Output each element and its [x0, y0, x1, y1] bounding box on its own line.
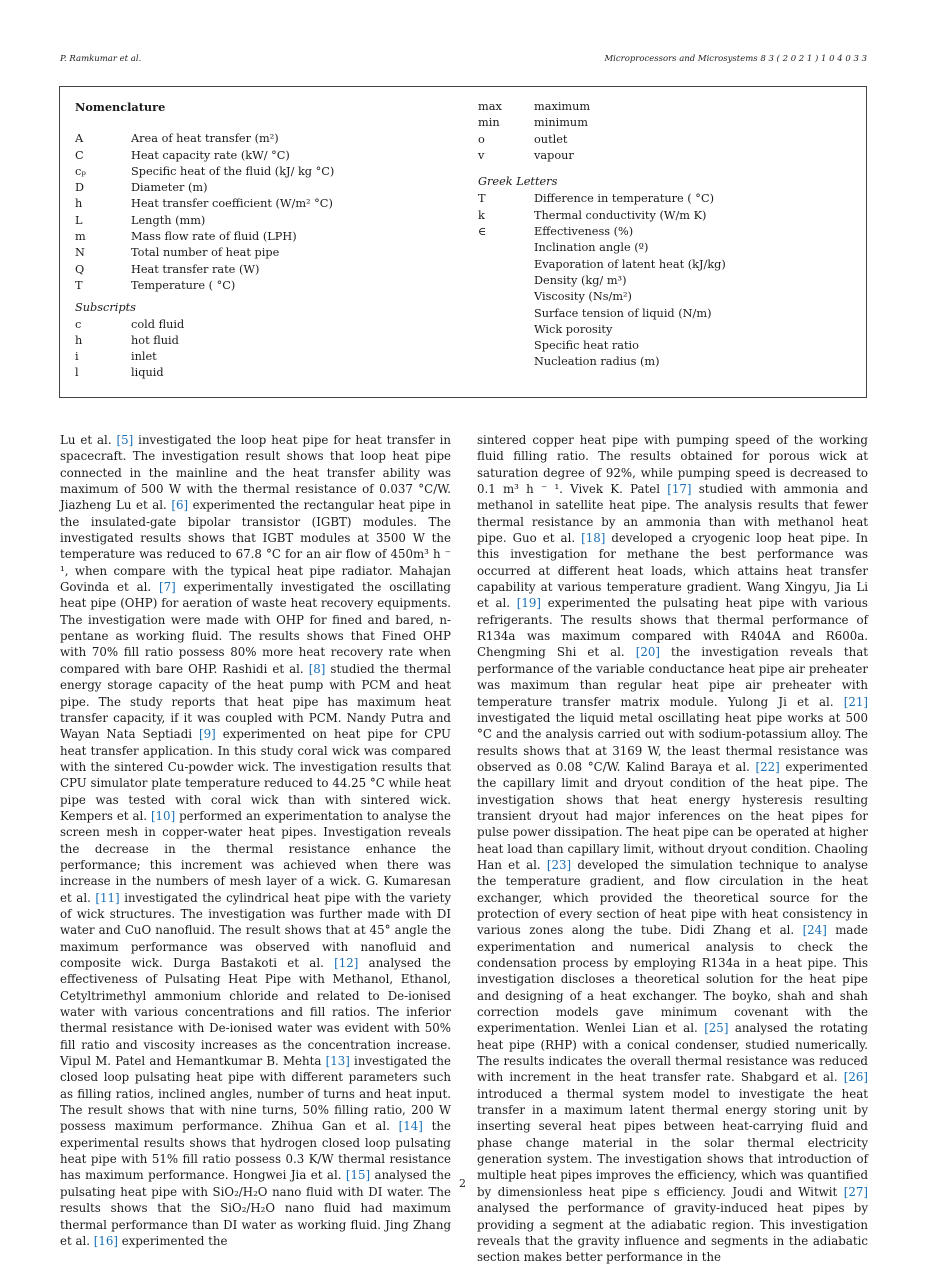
- body-text-segment: introduced a thermal system model to investigate the heat transfer in a maximum latent thermal energy storing unit by inserting several heat pipes between heat-carrying fluid and phase change material in the solar thermal electricity generation system. The investigation shows that introduction of multiple heat pipes improves the efficiency, which was quantified by dimensionless heat pipe s efficiency. Joudi and Witwit: [477, 1086, 869, 1199]
- nomenclature-description: liquid: [131, 366, 164, 380]
- nomenclature-row: [75, 333, 455, 349]
- nomenclature-description: Heat transfer coefficient (W/m² °C): [131, 197, 333, 211]
- body-text-segment: experimented the rectangular heat pipe in the insulated-gate bipolar transistor (IGBT) modules. The investigated results shows that IGBT modules at 3500 W the temperature was reduced to 67.8 °C for an air flow of 450m³ h ⁻ ¹, when compare with the typical heat pipe radiator. Mahajan Govinda et al.: [60, 498, 451, 595]
- citation-link[interactable]: [15]: [345, 1168, 371, 1183]
- citation-link[interactable]: [5]: [116, 433, 134, 447]
- nomenclature-symbol: A: [75, 132, 84, 146]
- subscripts-list: [75, 317, 455, 382]
- nomenclature-description: Difference in temperature ( °C): [534, 192, 715, 206]
- nomenclature-row: [75, 245, 455, 261]
- nomenclature-row: [75, 180, 455, 196]
- nomenclature-description: cold fluid: [131, 317, 185, 331]
- nomenclature-description: Mass flow rate of fluid (LPH): [131, 230, 297, 244]
- nomenclature-row: [75, 349, 455, 365]
- nomenclature-symbol: l: [75, 366, 79, 380]
- nomenclature-row: [478, 99, 858, 115]
- citation-link[interactable]: [11]: [95, 890, 120, 905]
- nomenclature-description: Heat capacity rate (kW/ °C): [131, 148, 290, 162]
- nomenclature-title: Nomenclature: [75, 100, 166, 114]
- nomenclature-symbol: v: [478, 148, 485, 162]
- nomenclature-description: Specific heat ratio: [534, 339, 639, 353]
- citation-link[interactable]: [27]: [843, 1184, 868, 1199]
- nomenclature-description: Length (mm): [131, 213, 206, 227]
- nomenclature-row: [75, 278, 455, 294]
- nomenclature-symbol: h: [75, 333, 83, 347]
- nomenclature-row: [478, 354, 858, 370]
- nomenclature-description: Specific heat of the fluid (kJ/ kg °C): [131, 164, 335, 178]
- body-text-segment: experimented the: [118, 1233, 228, 1248]
- nomenclature-description: minimum: [534, 116, 588, 130]
- page-number: 2: [459, 1177, 466, 1190]
- nomenclature-right-column: [478, 99, 858, 371]
- nomenclature-description: hot fluid: [131, 333, 179, 347]
- citation-link[interactable]: [26]: [843, 1070, 868, 1085]
- nomenclature-row: [75, 317, 455, 333]
- citation-link[interactable]: [23]: [546, 857, 572, 872]
- nomenclature-description: outlet: [534, 132, 568, 146]
- nomenclature-row: [75, 131, 455, 147]
- citation-link[interactable]: [16]: [93, 1233, 118, 1248]
- nomenclature-symbol: N: [75, 246, 85, 260]
- nomenclature-row: [75, 365, 455, 381]
- body-text-segment: studied with ammonia and methanol in satellite heat pipe. The analysis results that fewer thermal resistance by an ammonia than with methanol heat pipe. Guo et al.: [477, 482, 868, 546]
- nomenclature-row: [478, 322, 858, 338]
- nomenclature-symbol: D: [75, 181, 85, 195]
- nomenclature-symbol: m: [75, 230, 86, 244]
- nomenclature-row: [478, 132, 858, 148]
- citation-link[interactable]: [14]: [398, 1119, 423, 1134]
- body-text-segment: experimentally investigated the oscillating heat pipe (OHP) for aeration of waste heat recovery equipments. The investigation were made with OHP for fined and bared, n-pentane as working fluid. The results shows that Fined OHP with 70% fill ratio possess 80% more heat recovery rate when compared with bare OHP. Rashidi et al.: [60, 580, 451, 676]
- nomenclature-row: [75, 164, 455, 180]
- nomenclature-symbol: L: [75, 213, 83, 227]
- nomenclature-description: Effectiveness (%): [534, 225, 634, 239]
- nomenclature-row: [478, 115, 858, 131]
- nomenclature-symbol: [478, 306, 534, 322]
- nomenclature-symbol: T: [478, 192, 486, 206]
- body-text-segment: Lu et al.: [60, 433, 117, 447]
- nomenclature-description: Thermal conductivity (W/m K): [534, 208, 707, 222]
- body-text-segment: analysed the effectiveness of Pulsating Heat Pipe with Methanol, Ethanol, Cetyltrimethyl ammonium chloride and related to De-ionised water with various concentrations and fill ratios. The inferior thermal resistance with De-ionised water was evident with 50% fill ratio and viscosity increases as the concentration increase. Vipul M. Patel and Hemantkumar B. Mehta: [60, 956, 451, 1069]
- nomenclature-description: Wick porosity: [534, 322, 613, 336]
- nomenclature-symbol: [478, 289, 534, 305]
- body-text-segment: experimented on heat pipe for CPU heat transfer application. In this study coral wick was compared with the sintered Cu-powder wick. The investigation results that CPU simulator plate temperature reduced to 44.25 °C while heat pipe was tested with coral wick than with sintered wick. Kempers et al.: [60, 727, 451, 823]
- body-text-segment: analysed the pulsating heat pipe with SiO₂/H₂O nano fluid with DI water. The results shows that the SiO₂/H₂O nano fluid had maximum thermal performance than DI water as working fluid. Jing Zhang et al.: [60, 1168, 451, 1248]
- nomenclature-row: [478, 240, 858, 256]
- citation-link[interactable]: [25]: [704, 1021, 729, 1036]
- nomenclature-symbol: [478, 354, 534, 370]
- body-text-segment: developed a cryogenic loop heat pipe. In this investigation for methane the best performance was occurred at different heat loads, which attains heat transfer capability at various temperature gradient. Wang Xingyu, Jia Li et al.: [477, 531, 868, 611]
- citation-link[interactable]: [19]: [516, 596, 541, 611]
- citation-link[interactable]: [9]: [199, 727, 216, 742]
- nomenclature-main-list: [75, 131, 455, 294]
- body-text-segment: experimented the capillary limit and dryout condition of the heat pipe. The investigation shows that heat energy hysteresis resulting transient dryout had major inferences on the heat pipes for pulse power dissipation. The heat pipe can be operated at higher heat load than capillary limit, without dryout condition. Chaoling Han et al.: [477, 759, 868, 872]
- nomenclature-description: Heat transfer rate (W): [131, 262, 260, 276]
- body-text-segment: sintered copper heat pipe with pumping speed of the working fluid filling ratio. The results obtained for porous wick at saturation degree of 92%, while pumping speed is decreased to 0.1 m³ h ⁻ ¹. Vivek K. Patel: [477, 433, 868, 497]
- body-text-left-column: [60, 432, 451, 1249]
- nomenclature-symbol: [478, 322, 534, 338]
- body-text-segment: analysed the rotating heat pipe (RHP) with a conical condenser, studied numerically. The results indicates the overall thermal resistance was reduced with increment in the heat transfer rate. Shabgard et al.: [477, 1021, 869, 1085]
- nomenclature-symbol: [478, 257, 534, 273]
- nomenclature-symbol: k: [478, 208, 485, 222]
- greek-letters-title: Greek Letters: [478, 175, 558, 189]
- body-text-right-column: [477, 432, 868, 1266]
- nomenclature-row: [75, 196, 455, 212]
- body-text-segment: experimented the pulsating heat pipe with various refrigerants. The results shows that thermal performance of R134a was maximum compared with R404A and R600a. Chengming Shi et al.: [477, 596, 868, 660]
- citation-link[interactable]: [12]: [334, 956, 359, 970]
- running-header-journal: Microprocessors and Microsystems 8 3 ( 2 0 2 1 ) 1 0 4 0 3 3: [604, 54, 867, 64]
- body-text-segment: investigated the cylindrical heat pipe with the variety of wick structures. The investigation was further made with DI water and CuO nanofluid. The result shows that at 45° angle the maximum performance was observed with nanofluid and composite wick. Durga Bastakoti et al.: [60, 890, 451, 970]
- nomenclature-description: Evaporation of latent heat (kJ/kg): [534, 257, 726, 271]
- nomenclature-symbol: [478, 273, 534, 289]
- body-text-segment: made experimentation and numerical analysis to check the condensation process by employing R134a in a heat pipe. This investigation discloses a theoretical solution for the heat pipe and designing of a heat exchanger. The boyko, shah and shah correction models gave minimum covenant with the experimentation. Wenlei Lian et al.: [477, 923, 868, 1036]
- nomenclature-symbol: max: [478, 100, 502, 113]
- nomenclature-description: Temperature ( °C): [131, 278, 236, 292]
- nomenclature-description: Total number of heat pipe: [131, 246, 280, 260]
- nomenclature-box: [59, 86, 867, 398]
- nomenclature-description: Nucleation radius (m): [534, 355, 660, 369]
- nomenclature-description: Viscosity (Ns/m²): [534, 290, 632, 304]
- nomenclature-symbol: cₚ: [75, 164, 86, 178]
- body-text-segment: investigated the closed loop pulsating heat pipe with different parameters such as filling ratios, inclined angles, number of turns and heat input. The result shows that with nine turns, 50% filling ratio, 200 W possess maximum performance. Zhihua Gan et al.: [60, 1054, 451, 1134]
- nomenclature-row: [478, 191, 858, 207]
- nomenclature-description: vapour: [534, 148, 574, 162]
- body-text-segment: investigated the liquid metal oscillating heat pipe works at 500 °C and the analysis carried out with sodium-potassium alloy. The results shows that at 3169 W, the least thermal resistance was observed as 0.08 °C/W. Kalind Baraya et al.: [477, 710, 868, 774]
- citation-link[interactable]: [7]: [158, 580, 176, 595]
- running-header-authors: P. Ramkumar et al.: [60, 54, 142, 64]
- nomenclature-row: [75, 148, 455, 164]
- nomenclature-description: Area of heat transfer (m²): [131, 132, 279, 146]
- body-text-segment: the investigation reveals that performance of the variable conductance heat pipe air preheater was maximum than regular heat pipe air preheater with temperature transfer matrix module. Yulong Ji et al.: [477, 645, 868, 709]
- citation-link[interactable]: [20]: [635, 645, 660, 660]
- body-text-segment: investigated the loop heat pipe for heat transfer in spacecraft. The investigation result shows that loop heat pipe connected in the mainline and the heat transfer ability was maximum of 500 W with the thermal resistance of 0.037 °C/W. Jiazheng Lu et al.: [60, 433, 451, 513]
- nomenclature-row: [478, 289, 858, 305]
- nomenclature-symbol: ∈: [478, 225, 487, 239]
- nomenclature-description: Density (kg/ m³): [534, 273, 627, 287]
- subscripts-title: Subscripts: [75, 301, 136, 315]
- body-text-segment: developed the simulation technique to analyse the temperature gradient, and flow circulation in the heat exchanger, which provided the theoretical source for the protection of every section of heat pipe with heat consistency in various zones along the tube. Didi Zhang et al.: [477, 857, 868, 938]
- nomenclature-row: [75, 262, 455, 278]
- nomenclature-row: [75, 213, 455, 229]
- citation-link[interactable]: [24]: [802, 923, 827, 938]
- nomenclature-symbol: Q: [75, 262, 85, 276]
- nomenclature-symbol: h: [75, 197, 83, 211]
- nomenclature-left-column: [75, 99, 455, 382]
- nomenclature-symbol: [478, 338, 534, 354]
- nomenclature-symbol: i: [75, 350, 79, 364]
- nomenclature-row: [478, 273, 858, 289]
- nomenclature-symbol: c: [75, 317, 82, 331]
- nomenclature-row: [478, 306, 858, 322]
- nomenclature-symbol: [478, 240, 534, 256]
- nomenclature-symbol: C: [75, 148, 84, 162]
- nomenclature-description: Diameter (m): [131, 181, 208, 195]
- nomenclature-row: [75, 229, 455, 245]
- citation-link[interactable]: [10]: [150, 808, 176, 823]
- nomenclature-row: [478, 338, 858, 354]
- nomenclature-symbol: min: [478, 116, 500, 130]
- nomenclature-description: Inclination angle (º): [534, 241, 649, 255]
- citation-link[interactable]: [13]: [325, 1054, 350, 1069]
- nomenclature-description: maximum: [534, 100, 591, 113]
- nomenclature-row: [478, 148, 858, 164]
- citation-link[interactable]: [6]: [171, 498, 189, 513]
- body-text-segment: analysed the performance of gravity-induced heat pipes by providing a segment at the adiabatic region. This investigation reveals that the gravity influence and segments in the adiabatic section makes better performance in the: [477, 1201, 868, 1265]
- citation-link[interactable]: [22]: [755, 759, 780, 774]
- body-text-segment: performed an experimentation to analyse the screen mesh in copper-water heat pipes. Investigation reveals the decrease in the thermal resistance enhance the performance; this increment was achieved when there was increase in the numbers of mesh layer of a wick. G. Kumaresan et al.: [60, 808, 451, 905]
- greek-letters-list: [478, 191, 858, 370]
- nomenclature-description: inlet: [131, 350, 157, 364]
- nomenclature-row: [478, 257, 858, 273]
- nomenclature-description: Surface tension of liquid (N/m): [534, 306, 712, 320]
- citation-link[interactable]: [17]: [667, 482, 692, 497]
- citation-link[interactable]: [21]: [843, 694, 868, 709]
- citation-link[interactable]: [18]: [581, 531, 606, 546]
- body-text-segment: the experimental results shows that hydrogen closed loop pulsating heat pipe with 51% fill ratio possess 0.3 K/W thermal resistance has maximum performance. Hongwei Jia et al.: [60, 1119, 451, 1183]
- nomenclature-row: [478, 208, 858, 224]
- subscripts-list-continued: [478, 99, 858, 164]
- body-text-segment: studied the thermal energy storage capacity of the heat pump with PCM and heat pipe. The study reports that heat pipe has maximum heat transfer capacity, if it was coupled with PCM. Nandy Putra and Wayan Nata Septiadi: [60, 661, 451, 742]
- nomenclature-row: [478, 224, 858, 240]
- citation-link[interactable]: [8]: [308, 661, 326, 676]
- nomenclature-symbol: T: [75, 278, 83, 292]
- nomenclature-symbol: o: [478, 132, 485, 146]
